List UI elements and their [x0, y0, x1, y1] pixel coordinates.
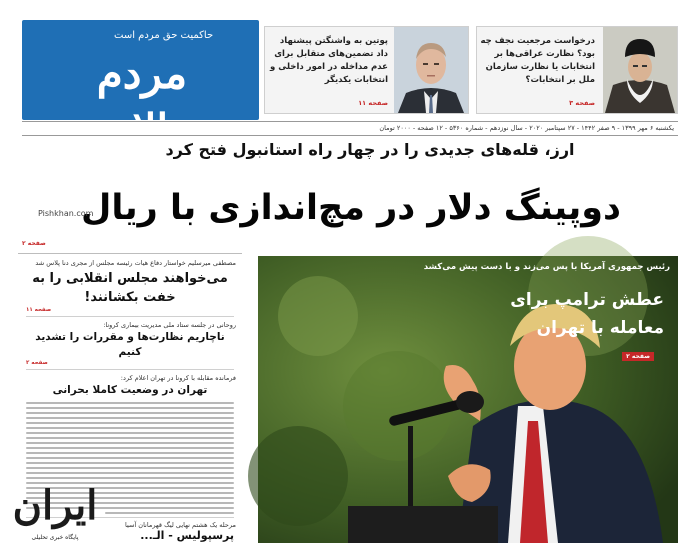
teaser-sistani-text: درخواست مرجعیت نجف چه بود؟ نظارت عراقی‌ها بر انتخابات یا نظارت سازمان ملل بر انتخابات؟: [480, 36, 595, 85]
main-headline-page: صفحه ۲: [22, 240, 46, 247]
left-sub-headline[interactable]: ناچاریم نظارت‌ها و مقررات را تشدید کنیم: [35, 331, 225, 358]
photo-title[interactable]: عطش ترامپ برای معامله با تهران: [510, 290, 664, 338]
photo-page-badge: صفحه ۲: [622, 352, 654, 361]
left-headline[interactable]: می‌خواهند مجلس انقلابی را به خفت بکشانند!: [32, 271, 228, 305]
teaser-sistani-page: صفحه ۳: [569, 99, 595, 107]
left-third-kicker: فرمانده مقابله با کرونا در تهران اعلام کرد:: [120, 374, 236, 382]
headline-kicker: ارز، قله‌های جدیدی را در چهار راه استانبول فتح کرد: [165, 140, 575, 159]
left-headline-page: صفحه ۱۱: [26, 307, 52, 313]
main-headline[interactable]: دوپینگ دلار در مچ‌اندازی با ریال: [80, 188, 622, 228]
pishkhan-watermark: Pishkhan.com: [38, 209, 94, 218]
left-third-headline[interactable]: تهران در وضعیت کاملا بحرانی: [52, 384, 208, 396]
iran-logo-subtitle: پایگاه خبری تحلیلی: [31, 534, 79, 541]
sistani-portrait: [603, 27, 677, 113]
putin-portrait: [394, 27, 468, 113]
left-sub-kicker: روحانی در جلسه ستاد ملی مدیریت بیماری کرونا:: [103, 321, 236, 329]
photo-kicker: رئیس جمهوری آمریکا با پس می‌زند و با دست پیش می‌کشد: [423, 262, 670, 272]
logo-tagline: حاکمیت حق مردم است: [114, 30, 214, 41]
teaser-putin-text: پوتین به واشنگتن پیشنهاد داد تضمین‌های متقابل برای عدم مداخله در امور داخلی و انتخابات یکدیگر: [270, 36, 388, 85]
newspaper-title: مردم سالاری: [79, 49, 205, 154]
left-bottom-headline[interactable]: پرسپولیس - الـ...: [140, 529, 234, 542]
newspaper-logo: [22, 20, 259, 154]
iran-logo-text: ایران: [12, 482, 98, 529]
iran-news-logo: [6, 478, 102, 550]
teaser-putin-page: صفحه ۱۱: [358, 99, 388, 107]
left-sub-headline-page: صفحه ۲: [26, 360, 48, 366]
left-kicker: مصطفی میرسلیم خواستار دفاع هیات رئیسه مجلس از مجری دنا پلاس شد: [35, 259, 236, 267]
teaser-putin[interactable]: [264, 26, 469, 114]
left-bottom-kicker: مرحله یک هشتم نهایی لیگ قهرمانان آسیا: [125, 521, 236, 529]
dateline: یکشنبه ۶ مهر ۱۳۹۹ - ۹ صفر ۱۴۴۲ - ۲۷ سپتامبر ۲۰۲۰ - سال نوزدهم - شماره ۵۳۶۰ - ۱۲ صفحه - ۲۰۰۰ تومان: [22, 121, 678, 136]
teaser-sistani[interactable]: [476, 26, 678, 114]
trump-photo-feature[interactable]: [258, 256, 678, 543]
